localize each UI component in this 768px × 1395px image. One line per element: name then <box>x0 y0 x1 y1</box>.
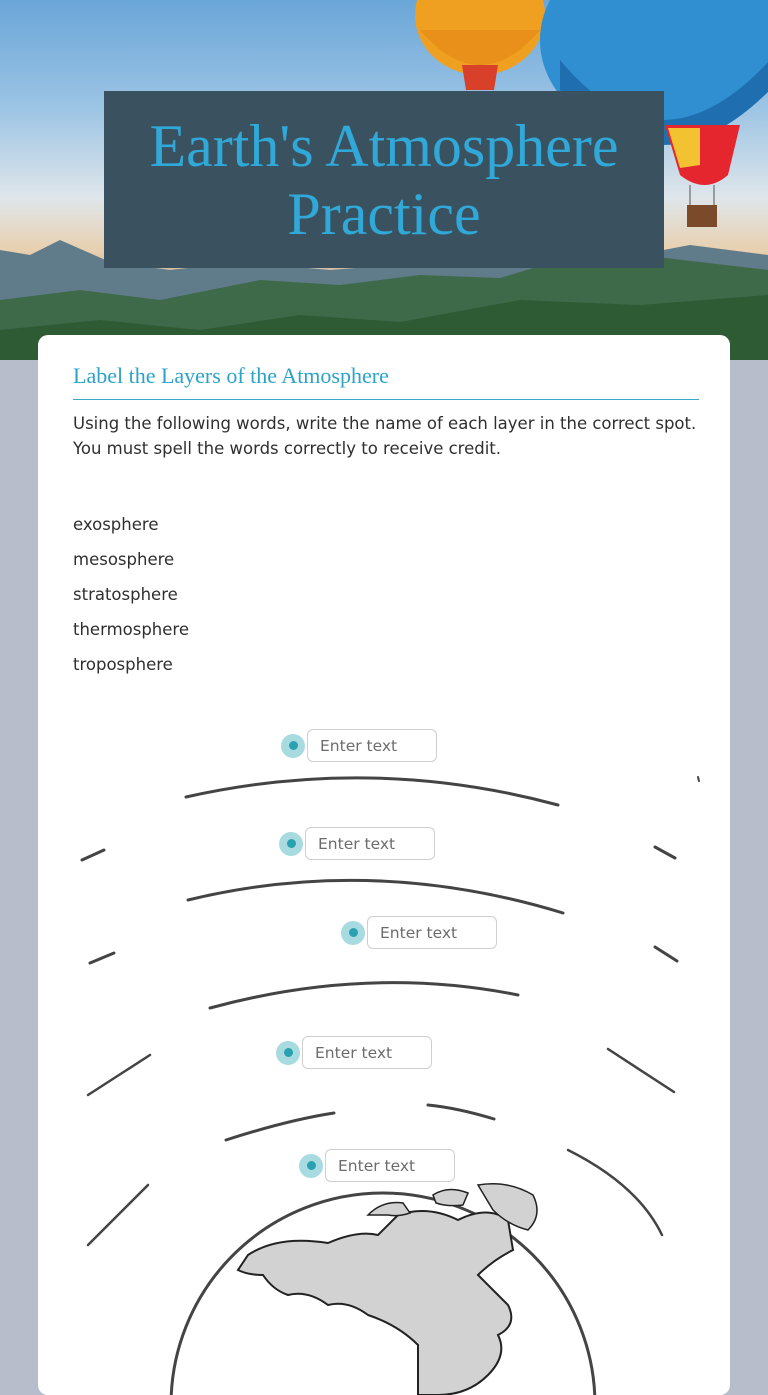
page-title: Earth's Atmosphere Practice <box>149 112 619 247</box>
header-banner <box>0 0 768 360</box>
instructions-text: Using the following words, write the name of each layer in the correct spot. You must spell the words correctly to receive credit. <box>73 414 697 458</box>
marker-dot-icon[interactable] <box>281 734 305 758</box>
word-bank-item: mesosphere <box>73 550 175 569</box>
marker-dot-icon[interactable] <box>341 921 365 945</box>
word-bank-item: stratosphere <box>73 585 178 604</box>
word-bank-item: thermosphere <box>73 620 189 639</box>
worksheet-card <box>38 335 730 1395</box>
word-bank-item: exosphere <box>73 515 159 534</box>
label-slot <box>276 1036 432 1069</box>
layer-answer-input[interactable] <box>305 827 435 860</box>
label-slot <box>341 916 497 949</box>
label-slot <box>299 1149 455 1182</box>
marker-dot-icon[interactable] <box>279 832 303 856</box>
section-heading: Label the Layers of the Atmosphere <box>73 363 699 400</box>
marker-dot-icon[interactable] <box>299 1154 323 1178</box>
title-box <box>104 91 664 268</box>
marker-dot-icon[interactable] <box>276 1041 300 1065</box>
layer-answer-input[interactable] <box>302 1036 432 1069</box>
label-slot <box>279 827 435 860</box>
word-bank <box>73 507 189 682</box>
layer-answer-input[interactable] <box>325 1149 455 1182</box>
layer-answer-input[interactable] <box>367 916 497 949</box>
word-bank-item: troposphere <box>73 655 173 674</box>
layer-answer-input[interactable] <box>307 729 437 762</box>
label-slot <box>281 729 437 762</box>
